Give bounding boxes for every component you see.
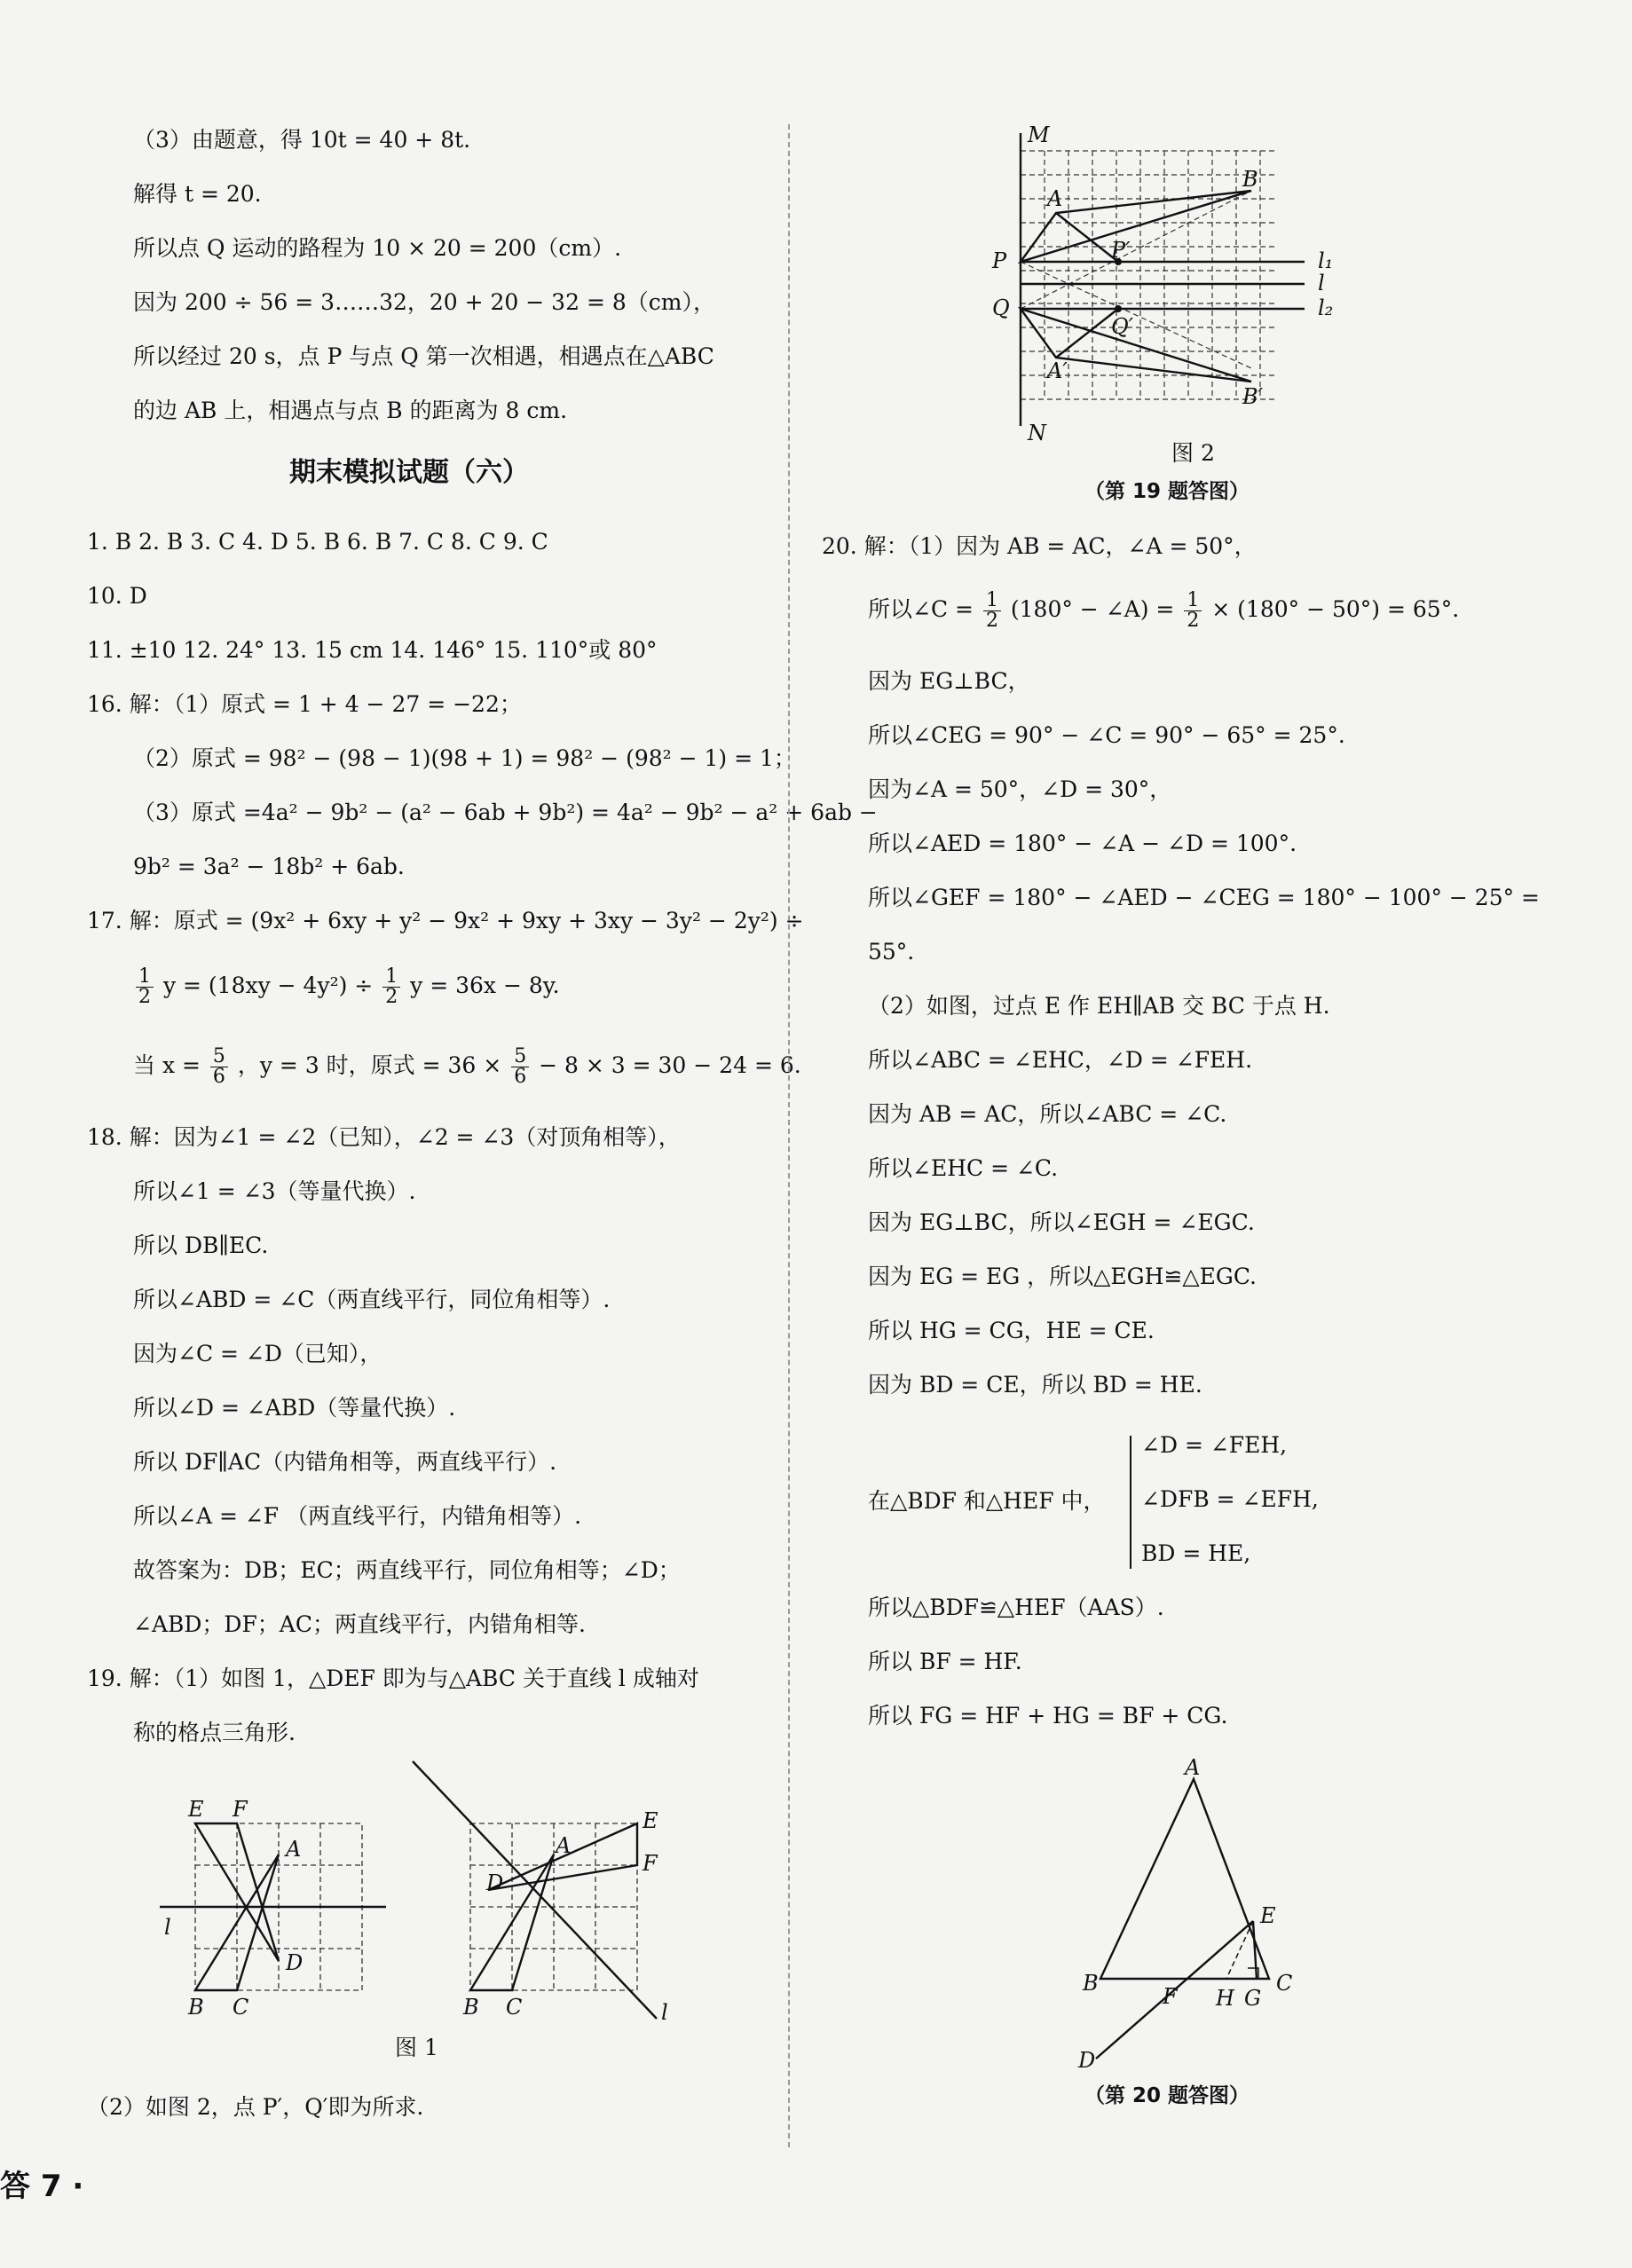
label-H: H	[1216, 1986, 1234, 2011]
text-line: 所以 BF = HF.	[868, 1649, 1022, 1674]
label-l: l	[1318, 271, 1325, 295]
point-Q-prime	[1115, 305, 1122, 312]
text-line: 所以 FG = HF + HG = BF + CG.	[868, 1703, 1228, 1729]
text-line: 17. 解：原式 = (9x² + 6xy + y² − 9x² + 9xy + 3xy − 3y² − 2y²) ÷	[87, 908, 804, 933]
text-line: 因为 EG = EG ，所以△EGH≌△EGC.	[868, 1264, 1258, 1289]
label-l: l	[164, 1915, 171, 1940]
text-line: 所以∠C = $\frac{1}{2}$ (180° − ∠A) = $\frac{1}{2}$ × (180° − 50°) = 65°.	[868, 589, 1460, 632]
section-title: 期末模拟试题（六）	[289, 457, 529, 488]
text-line: 9b² = 3a² − 18b² + 6ab.	[133, 854, 405, 879]
label-D: D	[286, 1950, 304, 1975]
answer-line: 10. D	[87, 583, 147, 609]
answer-line: 11. ±10 12. 24° 13. 15 cm 14. 146° 15. 110°或 80°	[87, 637, 658, 663]
text-line: 18. 解：因为∠1 = ∠2（已知），∠2 = ∠3（对顶角相等），	[87, 1124, 681, 1150]
text-line: 20. 解：（1）因为 AB = AC，∠A = 50°，	[822, 533, 1257, 559]
text-line: 55°.	[868, 939, 915, 965]
label-B-prime: B′	[1242, 384, 1264, 409]
text-line: 所以∠ABC = ∠EHC，∠D = ∠FEH.	[868, 1047, 1253, 1073]
text-line: 所以∠GEF = 180° − ∠AED − ∠CEG = 180° − 100° − 25° =	[868, 885, 1541, 910]
text-line: （3）由题意，得 10t = 40 + 8t.	[133, 127, 471, 153]
text-line: 所以 DB∥EC.	[133, 1232, 269, 1258]
label-F: F	[233, 1797, 248, 1822]
text-line: 因为∠A = 50°，∠D = 30°，	[868, 776, 1172, 802]
label-B: B	[1242, 167, 1258, 192]
text-line: 故答案为：DB；EC；两直线平行，同位角相等；∠D；	[133, 1557, 681, 1583]
text-line: 所以 DF∥AC（内错角相等，两直线平行）.	[133, 1449, 557, 1475]
text-line: ∠ABD；DF；AC；两直线平行，内错角相等.	[133, 1611, 586, 1637]
text-line: （2）如图，过点 E 作 EH∥AB 交 BC 于点 H.	[868, 993, 1330, 1019]
label-G: G	[1244, 1986, 1262, 2011]
figure-caption: 图 1	[395, 2035, 438, 2060]
text-line: 所以∠EHC = ∠C.	[868, 1155, 1059, 1181]
text-line: ∠D = ∠FEH,	[1141, 1432, 1288, 1458]
text-line: 因为∠C = ∠D（已知），	[133, 1341, 382, 1366]
figure-1	[151, 1757, 683, 2050]
label-C: C	[233, 1995, 249, 2020]
answer-line: 1. B 2. B 3. C 4. D 5. B 6. B 7. C 8. C 9. C	[87, 529, 548, 555]
text-line: 称的格点三角形.	[133, 1720, 296, 1745]
figure-caption: （第 19 题答图）	[1084, 480, 1250, 503]
label-P-prime: P′	[1111, 238, 1131, 263]
label-A: A	[1047, 186, 1063, 211]
label-E: E	[188, 1797, 204, 1822]
label-l1: l₁	[1318, 248, 1334, 273]
label-B: B	[463, 1995, 479, 2020]
label-F: F	[643, 1851, 658, 1876]
label-A-prime: A′	[1047, 358, 1068, 383]
label-A: A	[556, 1833, 572, 1858]
column-divider	[788, 124, 790, 2147]
text-line: 所以∠A = ∠F （两直线平行，内错角相等）.	[133, 1503, 582, 1529]
label-D: D	[486, 1870, 504, 1895]
label-B: B	[188, 1995, 204, 2020]
text-line: 因为 BD = CE，所以 BD = HE.	[868, 1372, 1202, 1398]
fraction: $\frac{1}{2}$	[1184, 591, 1202, 631]
text-line: ∠DFB = ∠EFH,	[1141, 1486, 1319, 1512]
text-line: 解得 t = 20.	[133, 181, 262, 207]
label-D: D	[1078, 2048, 1096, 2073]
label-l: l	[661, 2000, 668, 2025]
page-number: 答 7 ·	[0, 2169, 84, 2204]
label-A: A	[1185, 1755, 1201, 1780]
figure-2	[985, 115, 1358, 444]
label-l2: l₂	[1318, 295, 1334, 320]
text-line: 因为 EG⊥BC，所以∠EGH = ∠EGC.	[868, 1209, 1255, 1235]
text-line: 因为 EG⊥BC，	[868, 668, 1030, 694]
text-line: 当 x = $\frac{5}{6}$ ，y = 3 时，原式 = 36 × $\frac{5}{6}$ − 8 × 3 = 30 − 24 = 6.	[133, 1045, 801, 1088]
label-C: C	[1276, 1971, 1293, 1996]
figure-caption: 图 2	[1171, 440, 1215, 466]
text-line: 所以△BDF≌△HEF（AAS）.	[868, 1595, 1164, 1620]
fraction: $\frac{1}{2}$	[382, 967, 400, 1007]
text-line: 的边 AB 上，相遇点与点 B 的距离为 8 cm.	[133, 398, 568, 423]
text-line: BD = HE,	[1141, 1540, 1251, 1566]
label-E: E	[643, 1808, 658, 1833]
text-line: 所以点 Q 运动的路程为 10 × 20 = 200（cm）.	[133, 235, 622, 261]
label-N: N	[1028, 421, 1046, 444]
text-line: $\frac{1}{2}$ y = (18xy − 4y²) ÷ $\frac{1}{2}$ y = 36x − 8y.	[133, 967, 560, 1007]
label-A: A	[286, 1837, 302, 1862]
figure-20	[1038, 1752, 1322, 2081]
label-Q-prime: Q′	[1111, 314, 1134, 339]
text-line: 因为 AB = AC，所以∠ABC = ∠C.	[868, 1101, 1227, 1127]
label-B: B	[1083, 1971, 1099, 1996]
label-F: F	[1163, 1984, 1178, 2009]
text-line: 所以∠AED = 180° − ∠A − ∠D = 100°.	[868, 831, 1297, 856]
label-P: P	[992, 248, 1007, 273]
text-line: 所以∠1 = ∠3（等量代换）.	[133, 1178, 416, 1204]
text-line: 因为 200 ÷ 56 = 3……32，20 + 20 − 32 = 8（cm），	[133, 289, 715, 315]
text-line: 所以∠CEG = 90° − ∠C = 90° − 65° = 25°.	[868, 722, 1345, 748]
system-brace	[1130, 1436, 1140, 1569]
text-line: 在△BDF 和△HEF 中，	[868, 1488, 1106, 1514]
text-line: 所以∠ABD = ∠C（两直线平行，同位角相等）.	[133, 1287, 611, 1312]
text-line: 所以 HG = CG，HE = CE.	[868, 1318, 1155, 1343]
label-C: C	[506, 1995, 523, 2020]
text-line: 所以经过 20 s，点 P 与点 Q 第一次相遇，相遇点在△ABC	[133, 343, 714, 369]
text-line: 所以∠D = ∠ABD（等量代换）.	[133, 1395, 456, 1421]
label-Q: Q	[992, 295, 1010, 320]
fraction: $\frac{5}{6}$	[210, 1047, 228, 1087]
text-line: （3）原式 =4a² − 9b² − (a² − 6ab + 9b²) = 4a² − 9b² − a² + 6ab −	[133, 799, 878, 825]
text-line: 19. 解：（1）如图 1，△DEF 即为与△ABC 关于直线 l 成轴对	[87, 1666, 699, 1691]
text-line: （2）原式 = 98² − (98 − 1)(98 + 1) = 98² − (98² − 1) = 1；	[133, 745, 796, 771]
fraction: $\frac{1}{2}$	[983, 591, 1001, 631]
text-line: 16. 解：（1）原式 = 1 + 4 − 27 = −22；	[87, 691, 522, 717]
fraction: $\frac{1}{2}$	[136, 967, 154, 1007]
label-M: M	[1028, 122, 1050, 147]
text-line: （2）如图 2，点 P′，Q′即为所求.	[87, 2094, 424, 2120]
fraction: $\frac{5}{6}$	[511, 1047, 529, 1087]
label-E: E	[1260, 1903, 1276, 1928]
figure-caption: （第 20 题答图）	[1084, 2084, 1250, 2107]
